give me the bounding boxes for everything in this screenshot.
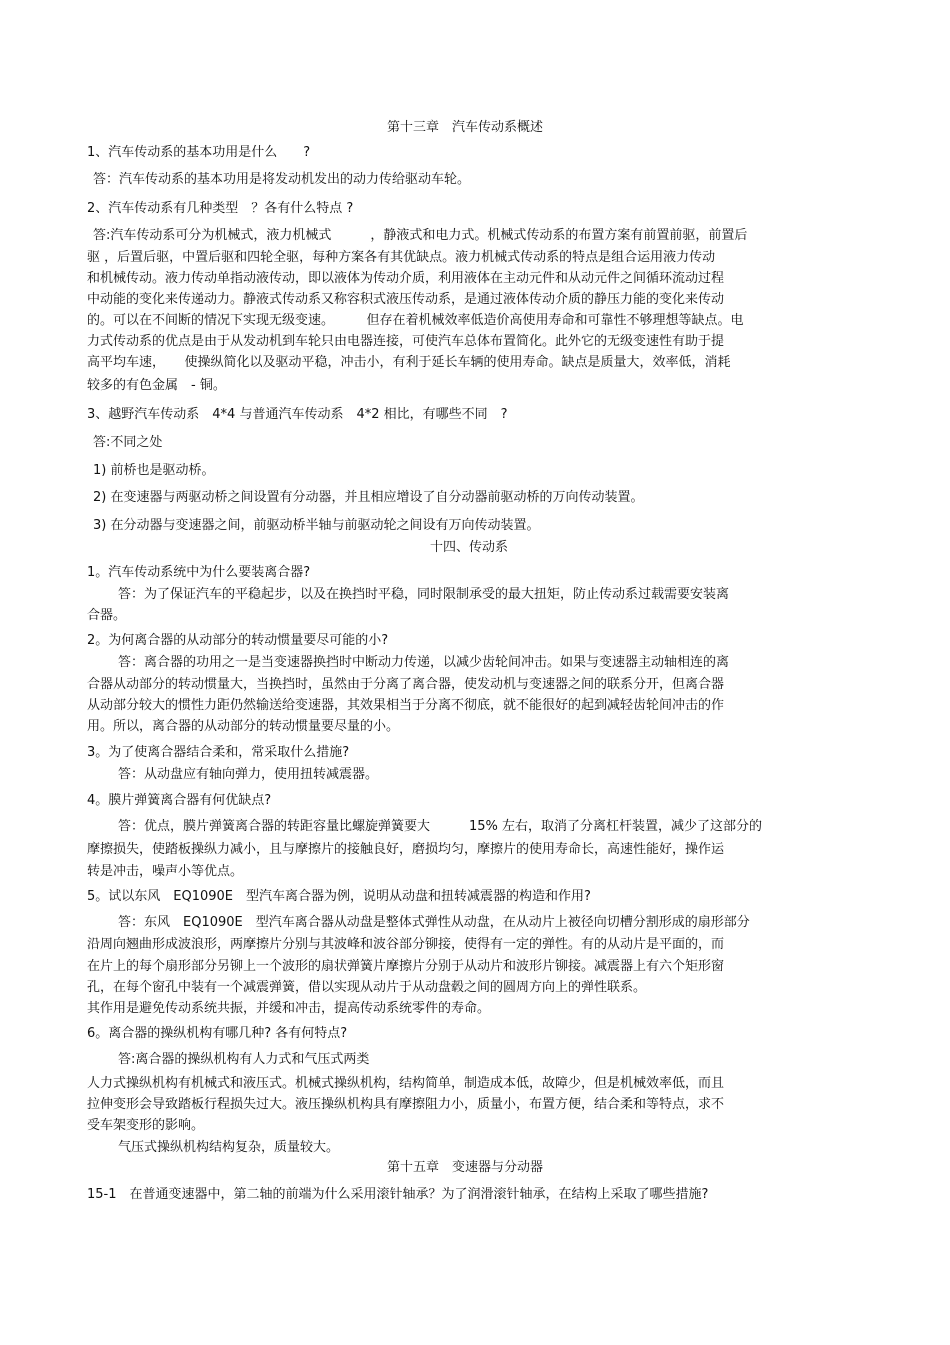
- question-14-2: 2。为何离合器的从动部分的转动惯量要尽可能的小?: [87, 633, 389, 648]
- answer-14-5-line: 答：东风 EQ1090E 型汽车离合器从动盘是整体式弹性从动盘，在从动片上被径向切槽分割形成的扇形部分: [118, 915, 750, 930]
- answer-14-4-line: 摩擦损失，使踏板操纵力减小，且与摩擦片的接触良好，磨损均匀，摩擦片的使用寿命长，高速性能好，操作运: [87, 842, 725, 857]
- answer-14-3: 答：从动盘应有轴向弹力，使用扭转减震器。: [118, 767, 379, 782]
- chapter-14-title: 十四、传动系: [430, 540, 509, 555]
- answer-14-5-line: 其作用是避免传动系统共振，并缓和冲击，提高传动系统零件的寿命。: [87, 1001, 491, 1016]
- answer-13-1: 答：汽车传动系的基本功用是将发动机发出的动力传给驱动车轮。: [93, 172, 471, 187]
- answer-13-3-line: 2) 在变速器与两驱动桥之间设置有分动器，并且相应增设了自分动器前驱动桥的万向传动装置。: [93, 490, 644, 505]
- answer-14-2-line: 用。所以，离合器的从动部分的转动惯量要尽量的小。: [87, 719, 400, 734]
- answer-14-2-line: 合器从动部分的转动惯量大，当换挡时，虽然由于分离了离合器，使发动机与变速器之间的联系分开，但离合器: [87, 677, 725, 692]
- answer-14-6-line: 拉伸变形会导致踏板行程损失过大。液压操纵机构具有摩擦阻力小，质量小，布置方便，结合柔和等特点，求不: [87, 1097, 725, 1112]
- answer-14-6-line: 答:离合器的操纵机构有人力式和气压式两类: [118, 1052, 370, 1067]
- answer-13-3-line: 答:不同之处: [93, 435, 163, 450]
- answer-14-6-line: 人力式操纵机构有机械式和液压式。机械式操纵机构，结构简单，制造成本低，故障少，但是机械效率低，而且: [87, 1076, 725, 1091]
- answer-13-2-line: 和机械传动。液力传动单指动液传动，即以液体为传动介质，利用液体在主动元件和从动元件之间循环流动过程: [87, 271, 725, 286]
- answer-13-3-line: 1) 前桥也是驱动桥。: [93, 463, 215, 478]
- chapter-13-title: 第十三章 汽车传动系概述: [387, 120, 544, 135]
- chapter-15-title: 第十五章 变速器与分动器: [387, 1160, 544, 1175]
- question-13-3: 3、越野汽车传动系 4*4 与普通汽车传动系 4*2 相比，有哪些不同 ?: [87, 407, 508, 422]
- question-15-1: 15-1 在普通变速器中，第二轴的前端为什么采用滚针轴承？为了润滑滚针轴承，在结构上采取了哪些措施?: [87, 1187, 709, 1202]
- answer-14-1-line: 答：为了保证汽车的平稳起步，以及在换挡时平稳，同时限制承受的最大扭矩，防止传动系过载需要安装离: [118, 587, 730, 602]
- question-14-6: 6。离合器的操纵机构有哪几种? 各有何特点?: [87, 1026, 348, 1041]
- answer-13-2-line: 驱 ，后置后驱，中置后驱和四轮全驱，每种方案各有其优缺点。液力机械式传动系的特点是组合运用液力传动: [87, 250, 716, 265]
- answer-14-6-line: 气压式操纵机构结构复杂，质量较大。: [118, 1140, 340, 1155]
- question-13-1: 1、汽车传动系的基本功用是什么 ?: [87, 145, 311, 160]
- answer-14-2-line: 从动部分较大的惯性力距仍然输送给变速器，其效果相当于分离不彻底，就不能很好的起到减轻齿轮间冲击的作: [87, 698, 725, 713]
- answer-14-2-line: 答：离合器的功用之一是当变速器换挡时中断动力传递，以减少齿轮间冲击。如果与变速器主动轴相连的离: [118, 655, 730, 670]
- answer-14-4-line: 答：优点，膜片弹簧离合器的转距容量比螺旋弹簧要大 15% 左右，取消了分离杠杆装置，减少了这部分的: [118, 819, 763, 834]
- answer-14-6-line: 受车架变形的影响。: [87, 1118, 205, 1133]
- question-14-4: 4。膜片弹簧离合器有何优缺点?: [87, 793, 272, 808]
- answer-14-5-line: 孔，在每个窗孔中装有一个减震弹簧，借以实现从动片于从动盘毂之间的圆周方向上的弹性联系。: [87, 980, 647, 995]
- answer-13-3-line: 3) 在分动器与变速器之间，前驱动桥半轴与前驱动轮之间设有万向传动装置。: [93, 518, 540, 533]
- answer-13-2-line: 较多的有色金属 - 铜。: [87, 378, 226, 393]
- question-14-1: 1。汽车传动系统中为什么要装离合器?: [87, 565, 311, 580]
- question-14-5: 5。试以东风 EQ1090E 型汽车离合器为例，说明从动盘和扭转减震器的构造和作用?: [87, 889, 591, 904]
- answer-13-2-line: 答:汽车传动系可分为机械式，液力机械式 ，静液式和电力式。机械式传动系的布置方案有前置前驱，前置后: [93, 228, 748, 243]
- answer-14-5-line: 在片上的每个扇形部分另铆上一个波形的扇状弹簧片摩擦片分别于从动片和波形片铆接。减震器上有六个矩形窗: [87, 959, 725, 974]
- question-13-2: 2、汽车传动系有几种类型 ？各有什么特点 ?: [87, 201, 354, 216]
- answer-14-1-line: 合器。: [87, 608, 127, 623]
- answer-13-2-line: 力式传动系的优点是由于从发动机到车轮只由电器连接，可使汽车总体布置简化。此外它的无级变速性有助于提: [87, 334, 725, 349]
- answer-13-2-line: 的。可以在不间断的情况下实现无级变速。 但存在着机械效率低造价高使用寿命和可靠性不够理想等缺点。电: [87, 313, 744, 328]
- question-14-3: 3。为了使离合器结合柔和，常采取什么措施?: [87, 745, 350, 760]
- answer-13-2-line: 中动能的变化来传递动力。静液式传动系又称容积式液压传动系，是通过液体传动介质的静压力能的变化来传动: [87, 292, 725, 307]
- answer-14-5-line: 沿周向翘曲形成波浪形，两摩擦片分别与其波峰和波谷部分铆接，使得有一定的弹性。有的从动片是平面的，而: [87, 937, 725, 952]
- answer-13-2-line: 高平均车速， 使操纵简化以及驱动平稳，冲击小，有利于延长车辆的使用寿命。缺点是质量大，效率低，消耗: [87, 355, 731, 370]
- answer-14-4-line: 转是冲击，噪声小等优点。: [87, 864, 244, 879]
